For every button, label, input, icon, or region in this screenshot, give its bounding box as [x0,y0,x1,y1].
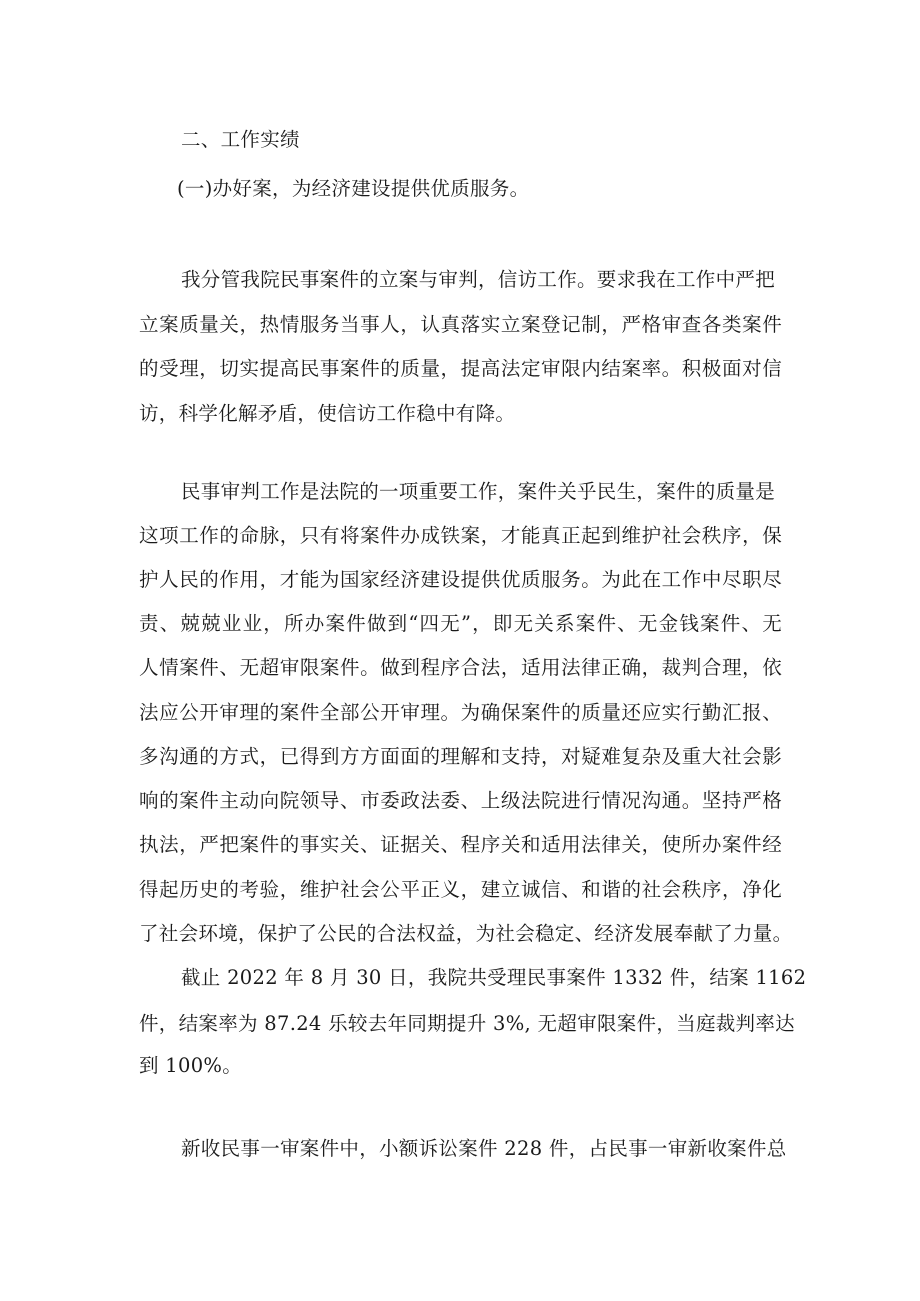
paragraph-line: 我分管我院民事案件的立案与审判，信访工作。要求我在工作中严把 [181,268,776,291]
paragraph-line: 人情案件、无超审限案件。做到程序合法，适用法律正确，裁判合理，依 [139,656,782,679]
paragraph-line: 到 100%。 [139,1054,243,1077]
paragraph-line: 责、兢兢业业，所办案件做到“四无”，即无关系案件、无金钱案件、无 [139,612,782,635]
paragraph-line: 多沟通的方式，已得到方方面面的理解和支持，对疑难复杂及重大社会影 [139,745,782,768]
paragraph-line: 护人民的作用，才能为国家经济建设提供优质服务。为此在工作中尽职尽 [139,568,782,591]
paragraph-line: 响的案件主动向院领导、市委政法委、上级法院进行情况沟通。坚持严格 [139,789,782,812]
paragraph-line: 这项工作的命脉，只有将案件办成铁案，才能真正起到维护社会秩序，保 [139,524,782,547]
paragraph-line: 新收民事一审案件中，小额诉讼案件 228 件，占民事一审新收案件总 [181,1137,787,1160]
paragraph-line: 法应公开审理的案件全部公开审理。为确保案件的质量还应实行勤汇报、 [139,701,782,724]
paragraph-line: 民事审判工作是法院的一项重要工作，案件关乎民生，案件的质量是 [181,480,776,503]
paragraph-line: 执法，严把案件的事实关、证据关、程序关和适用法律关，使所办案件经 [139,833,782,856]
paragraph-line: 的受理，切实提高民事案件的质量，提高法定审限内结案率。积极面对信 [139,357,782,380]
paragraph-line: 截止 2022 年 8 月 30 日，我院共受理民事案件 1332 件，结案 1162 [181,966,807,989]
subsection-heading: (一)办好案，为经济建设提供优质服务。 [177,177,530,200]
paragraph-line: 件，结案率为 87.24 乐较去年同期提升 3%, 无超审限案件，当庭裁判率达 [139,1012,795,1035]
paragraph-line: 访，科学化解矛盾，使信访工作稳中有降。 [139,402,516,425]
paragraph-line: 了社会环境，保护了公民的合法权益，为社会稳定、经济发展奉献了力量。 [139,922,793,945]
paragraph-line: 立案质量关，热情服务当事人，认真落实立案登记制，严格审查各类案件 [139,313,782,336]
paragraph-line: 得起历史的考验，维护社会公平正义，建立诚信、和谐的社会秩序，净化 [139,878,782,901]
section-heading: 二、工作实绩 [181,128,300,151]
